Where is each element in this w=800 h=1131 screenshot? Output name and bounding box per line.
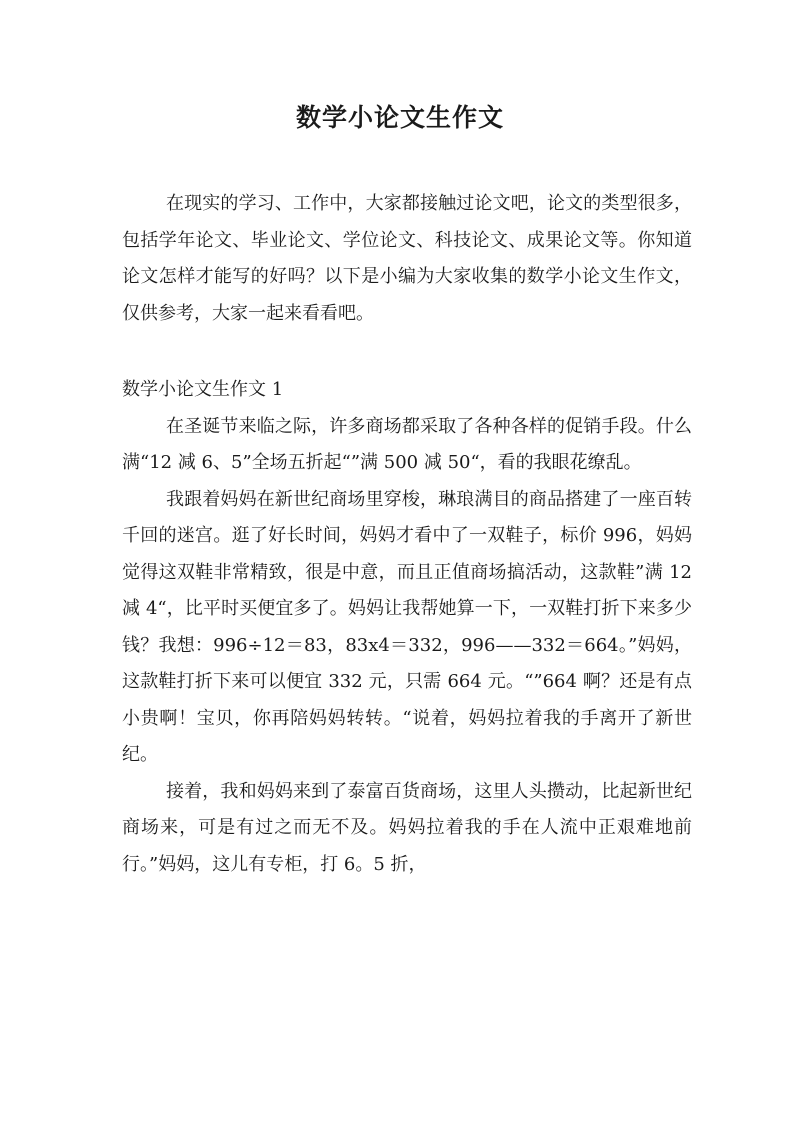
document-body (122, 186, 692, 883)
body-paragraph-2: 我跟着妈妈在新世纪商场里穿梭，琳琅满目的商品搭建了一座百转千回的迷宫。逛了好长时间，妈妈才看中了一双鞋子，标价 996，妈妈觉得这双鞋非常精致，很是中意，而且正值商场搞活动，这款鞋”满 12 减 4“，比平时买便宜多了。妈妈让我帮她算一下，一双鞋打折下来多少钱？我想：996÷12＝83，83x4＝332，996——332＝664。”妈妈，这款鞋打折下来可以便宜 332 元，只需 664 元。“”664 啊？还是有点小贵啊！宝贝，你再陪妈妈转转。“说着，妈妈拉着我的手离开了新世纪。 (122, 488, 692, 765)
document-title: 数学小论文生作文 (295, 103, 504, 132)
section-heading: 数学小论文生作文 1 (122, 379, 284, 400)
body-paragraph-1: 在圣诞节来临之际，许多商场都采取了各种各样的促销手段。什么满“12 减 6、5”全场五折起“”满 500 减 50“，看的我眼花缭乱。 (122, 415, 692, 473)
body-paragraph-3: 接着，我和妈妈来到了泰富百货商场，这里人头攒动，比起新世纪商场来，可是有过之而无不及。妈妈拉着我的手在人流中正艰难地前行。”妈妈，这儿有专柜，打 6。5 折， (122, 780, 692, 875)
intro-paragraph: 在现实的学习、工作中，大家都接触过论文吧，论文的类型很多，包括学年论文、毕业论文、学位论文、科技论文、成果论文等。你知道论文怎样才能写的好吗？以下是小编为大家收集的数学小论文生作文，仅供参考，大家一起来看看吧。 (122, 193, 692, 324)
paragraph-spacer (122, 332, 692, 372)
